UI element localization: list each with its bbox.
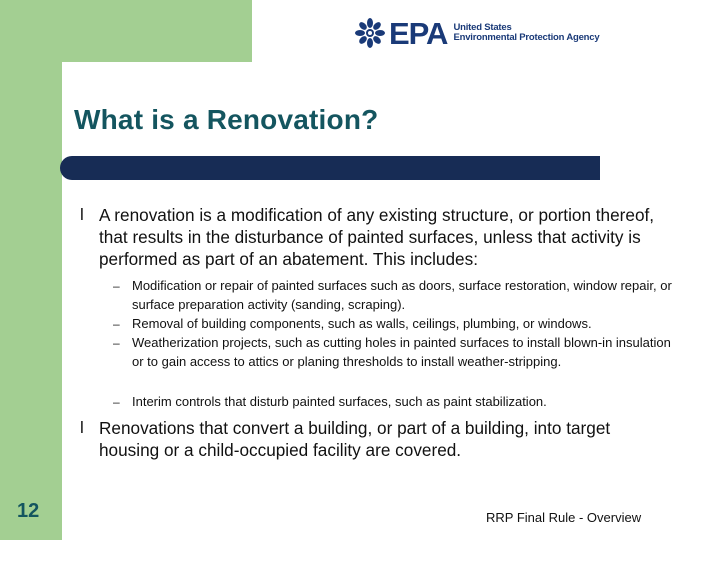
bullet-text: A renovation is a modification of any existing structure, or portion thereof, that results in the disturbance of painted surfaces, unless that activity is performed as part of an abatement. This includes: bbox=[99, 205, 655, 269]
agency-line-1: United States bbox=[453, 22, 512, 33]
epa-agency-name bbox=[453, 23, 599, 43]
epa-logo-letters: EPA bbox=[389, 15, 448, 51]
agency-line-2: Environmental Protection Agency bbox=[453, 32, 600, 43]
slide-number: 12 bbox=[17, 500, 40, 522]
epa-flower-icon bbox=[355, 18, 385, 48]
sub-bullet-text: Removal of building components, such as walls, ceilings, plumbing, or windows. bbox=[132, 316, 592, 331]
sub-bullet-text: Interim controls that disturb painted surfaces, such as paint stabilization. bbox=[132, 394, 547, 409]
title-underline-bar bbox=[60, 156, 600, 180]
sub-bullet-dash: – bbox=[113, 279, 120, 293]
footer-text: RRP Final Rule - Overview bbox=[486, 510, 642, 525]
epa-logo bbox=[355, 16, 599, 50]
sub-bullet-dash: – bbox=[113, 317, 120, 331]
sub-bullet-dash: – bbox=[113, 395, 120, 409]
bullet-marker: l bbox=[80, 205, 84, 224]
sub-bullet-text: Modification or repair of painted surfaces such as doors, surface restoration, window repair, or surface preparation activity (sanding, scraping). bbox=[132, 278, 672, 312]
sub-bullet-text: Weatherization projects, such as cutting holes in painted surfaces to install blown-in insulation or to gain access to attics or planing thresholds to install weather-stripping. bbox=[132, 335, 671, 369]
slide-title: What is a Renovation? bbox=[74, 104, 379, 135]
green-frame-side bbox=[0, 0, 62, 540]
bullet-text: Renovations that convert a building, or part of a building, into target housing or a child-occupied facility are covered. bbox=[99, 418, 611, 460]
sub-bullet-dash: – bbox=[113, 336, 120, 350]
bullet-marker: l bbox=[80, 418, 84, 437]
